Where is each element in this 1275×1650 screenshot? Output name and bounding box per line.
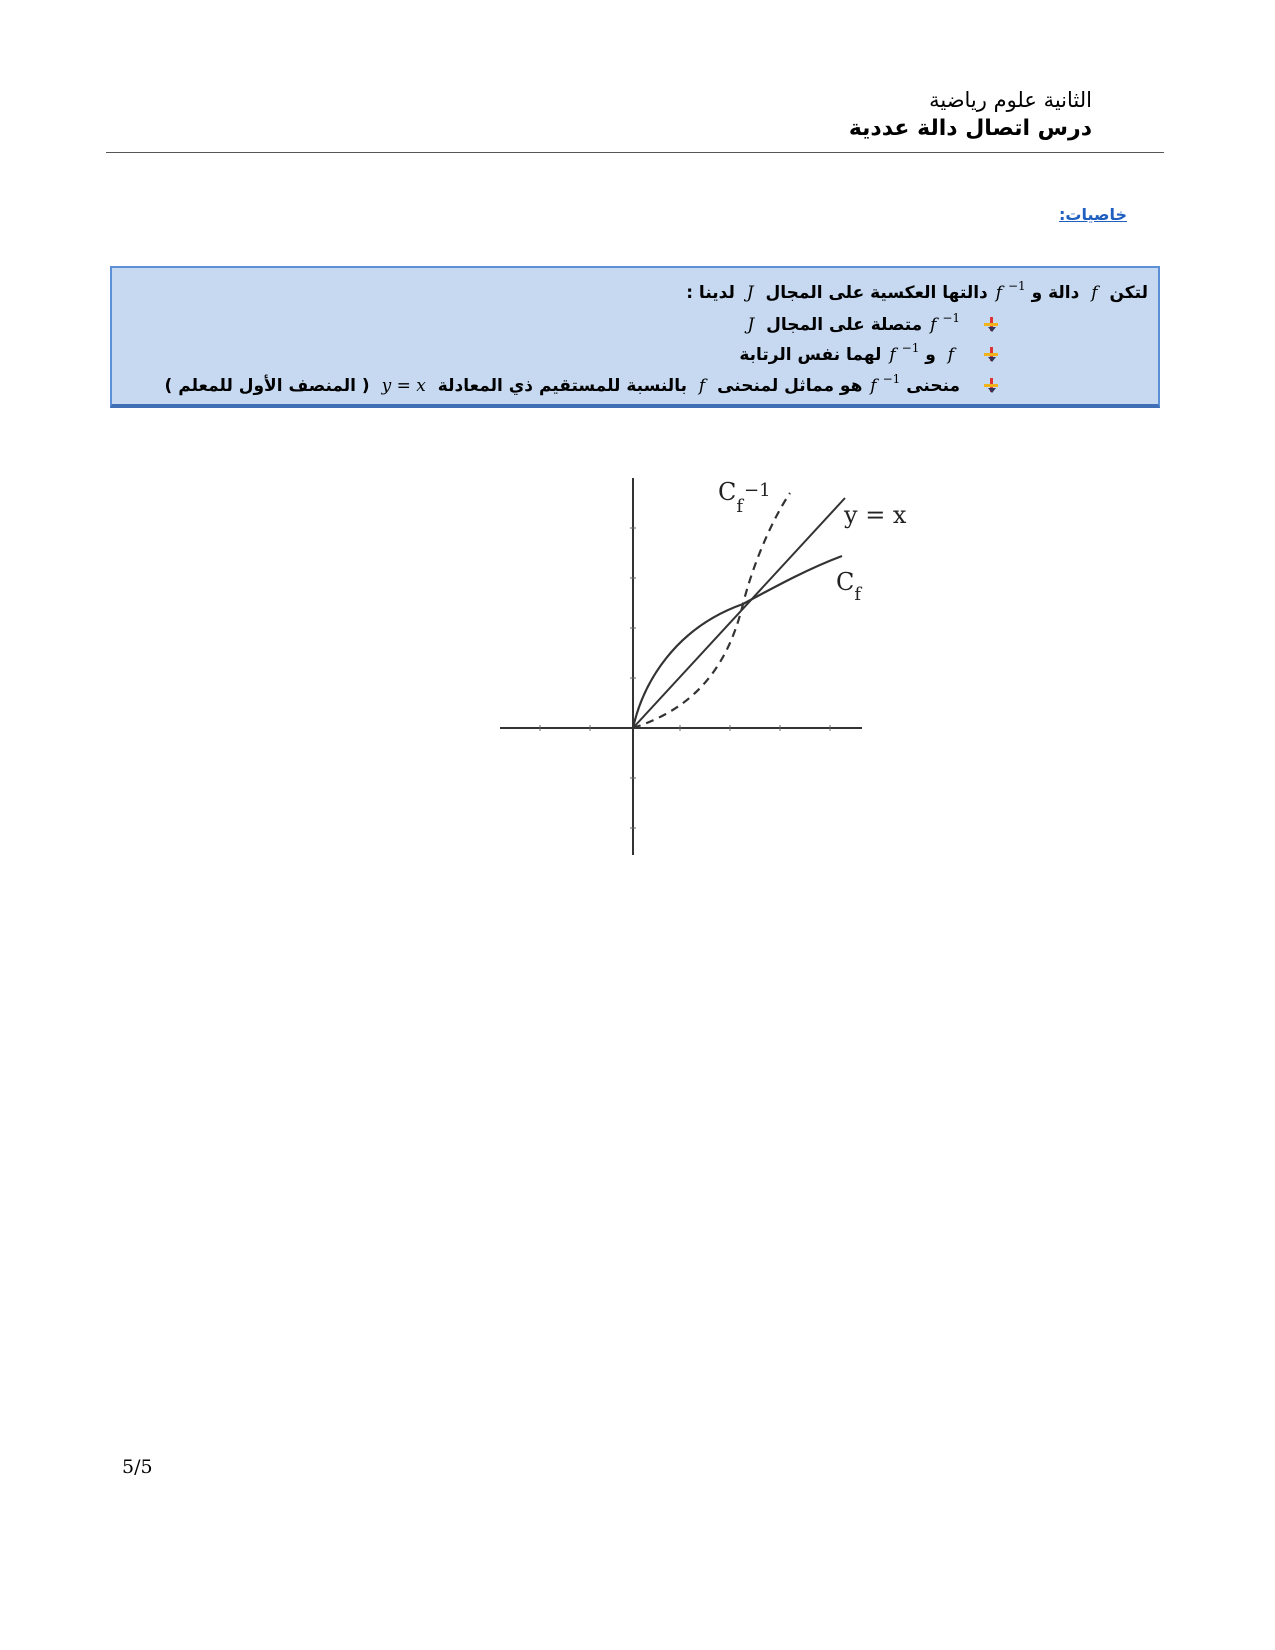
item3-text-3: بالنسبة للمستقيم ذي المعادلة [437,376,687,396]
intro-J: J [746,283,754,303]
curve-cf-inverse [633,493,790,728]
class-level: الثانية علوم رياضية [929,88,1092,112]
properties-intro [122,272,1148,307]
page-header [849,86,1092,144]
item2-f: f [947,345,955,365]
label-y-equals-x: y = x [844,501,907,529]
property-item-3 [122,365,998,400]
section-title: خاصيات: [1058,205,1127,224]
page-number: 5/5 [122,1456,153,1478]
item3-text-1: منحنى [906,376,961,396]
header-divider [106,152,1164,153]
bullet-arrow-icon [984,347,998,361]
axis-ticks [540,528,830,828]
intro-f: f [1091,283,1098,303]
intro-finv-exponent: −1 [1007,279,1026,293]
intro-finv: f [995,283,1002,303]
item3-exponent: −1 [882,372,901,386]
item3-text-2: هو مماثل لمنحنى [717,376,863,396]
intro-text-4: لدينا : [686,283,735,303]
item2-exponent: −1 [901,341,920,355]
item2-finv: f [889,345,896,365]
item3-finv: f [870,376,877,396]
item3-equation: y = x [381,376,426,396]
label-cf-inverse: $C_f^{-1}$ [718,478,771,517]
item2-and: و [925,345,936,365]
item1-J: J [747,315,755,335]
inverse-function-graph [500,478,920,863]
item3-text-4: ( المنصف الأول للمعلم ) [164,376,370,396]
line-y-equals-x [633,498,845,728]
bullet-arrow-icon [984,317,998,331]
intro-text-1: لتكن [1109,283,1148,303]
property-item-2 [122,334,998,369]
bullet-arrow-icon [984,378,998,392]
curve-cf [633,556,842,728]
label-cf: $C_f$ [836,568,862,605]
item1-finv: f [930,315,937,335]
item1-exponent: −1 [942,311,961,325]
intro-text-3: دالتها العكسية على المجال [765,283,988,303]
intro-text-2: دالة و [1031,283,1080,303]
item1-text: متصلة على المجال [766,315,923,335]
lesson-title: درس اتصال دالة عددية [848,116,1092,141]
item3-f: f [698,376,706,396]
item2-text: لهما نفس الرتابة [739,345,882,365]
properties-box [110,266,1160,408]
